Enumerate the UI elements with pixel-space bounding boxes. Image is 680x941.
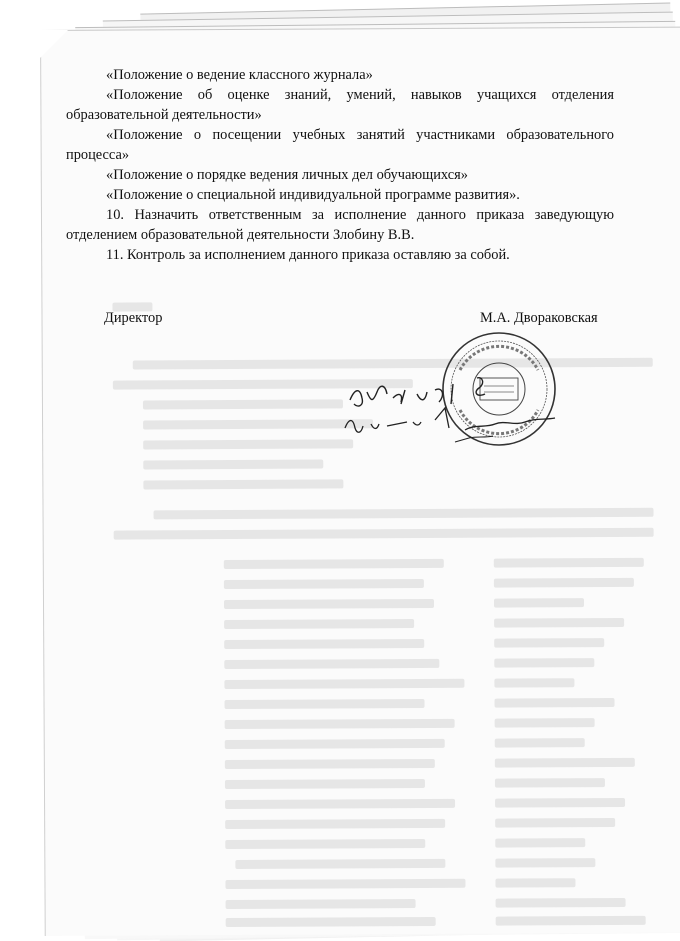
- bleed-mark: [495, 778, 605, 788]
- bleed-mark: [495, 818, 615, 828]
- bleed-mark: [224, 599, 434, 609]
- bleed-mark: [225, 779, 425, 789]
- bleed-mark: [143, 479, 343, 489]
- bleed-mark: [495, 798, 625, 808]
- bleed-mark: [224, 659, 439, 669]
- bleed-mark: [495, 718, 595, 728]
- document-line: «Положение об оценке знаний, умений, навыков учащихся отделения образовательной деятельности»: [66, 87, 614, 123]
- document-line: «Положение о порядке ведения личных дел обучающихся»: [106, 167, 468, 183]
- bleed-mark: [224, 639, 424, 649]
- document-line: «Положение о посещении учебных занятий участниками образовательного процесса»: [66, 127, 614, 163]
- bleed-mark: [225, 819, 445, 829]
- signature-name: М.А. Дворaковская: [480, 310, 598, 326]
- bleed-mark: [494, 678, 574, 687]
- bleed-mark: [494, 558, 644, 568]
- bleed-mark: [495, 878, 575, 887]
- bleed-mark: [224, 679, 464, 689]
- bleed-mark: [224, 579, 424, 589]
- document-body: [66, 65, 614, 265]
- folded-corner: [40, 30, 68, 58]
- signature-role: Директор: [104, 310, 163, 326]
- bleed-mark: [494, 658, 594, 668]
- bleed-mark: [495, 698, 615, 708]
- bleed-mark: [495, 838, 585, 847]
- bleed-mark: [496, 916, 646, 926]
- bleed-mark: [154, 508, 654, 520]
- document-line: 10. Назначить ответственным за исполнение данного приказа заведующую отделением образовательной деятельности Злобину В.В.: [66, 207, 614, 243]
- bleed-mark: [495, 738, 585, 747]
- bleed-mark: [114, 528, 654, 540]
- bleed-mark: [235, 859, 445, 869]
- bleed-mark: [494, 598, 584, 607]
- bleed-mark: [133, 358, 653, 370]
- document-line: «Положение о ведение классного журнала»: [106, 67, 373, 83]
- bleed-mark: [224, 559, 444, 569]
- bleed-mark: [225, 739, 445, 749]
- bleed-mark: [224, 619, 414, 629]
- bleed-mark: [494, 638, 604, 648]
- bleed-mark: [225, 839, 425, 849]
- bleed-mark: [494, 618, 624, 628]
- document-line: «Положение о специальной индивидуальной программе развития».: [106, 187, 520, 203]
- bleed-mark: [494, 578, 634, 588]
- bleed-mark: [225, 759, 435, 769]
- handwritten-certification: [305, 370, 595, 450]
- bleed-mark: [225, 799, 455, 809]
- bleed-mark: [225, 719, 455, 729]
- bleed-mark: [225, 699, 425, 709]
- bleed-mark: [226, 917, 436, 927]
- bleed-mark: [143, 460, 323, 470]
- bleed-mark: [226, 899, 416, 909]
- bleed-mark: [495, 758, 635, 768]
- document-line: 11. Контроль за исполнением данного приказа оставляю за собой.: [106, 247, 510, 263]
- bleed-mark: [225, 879, 465, 889]
- bleed-mark: [496, 898, 626, 908]
- bleed-mark: [495, 858, 595, 868]
